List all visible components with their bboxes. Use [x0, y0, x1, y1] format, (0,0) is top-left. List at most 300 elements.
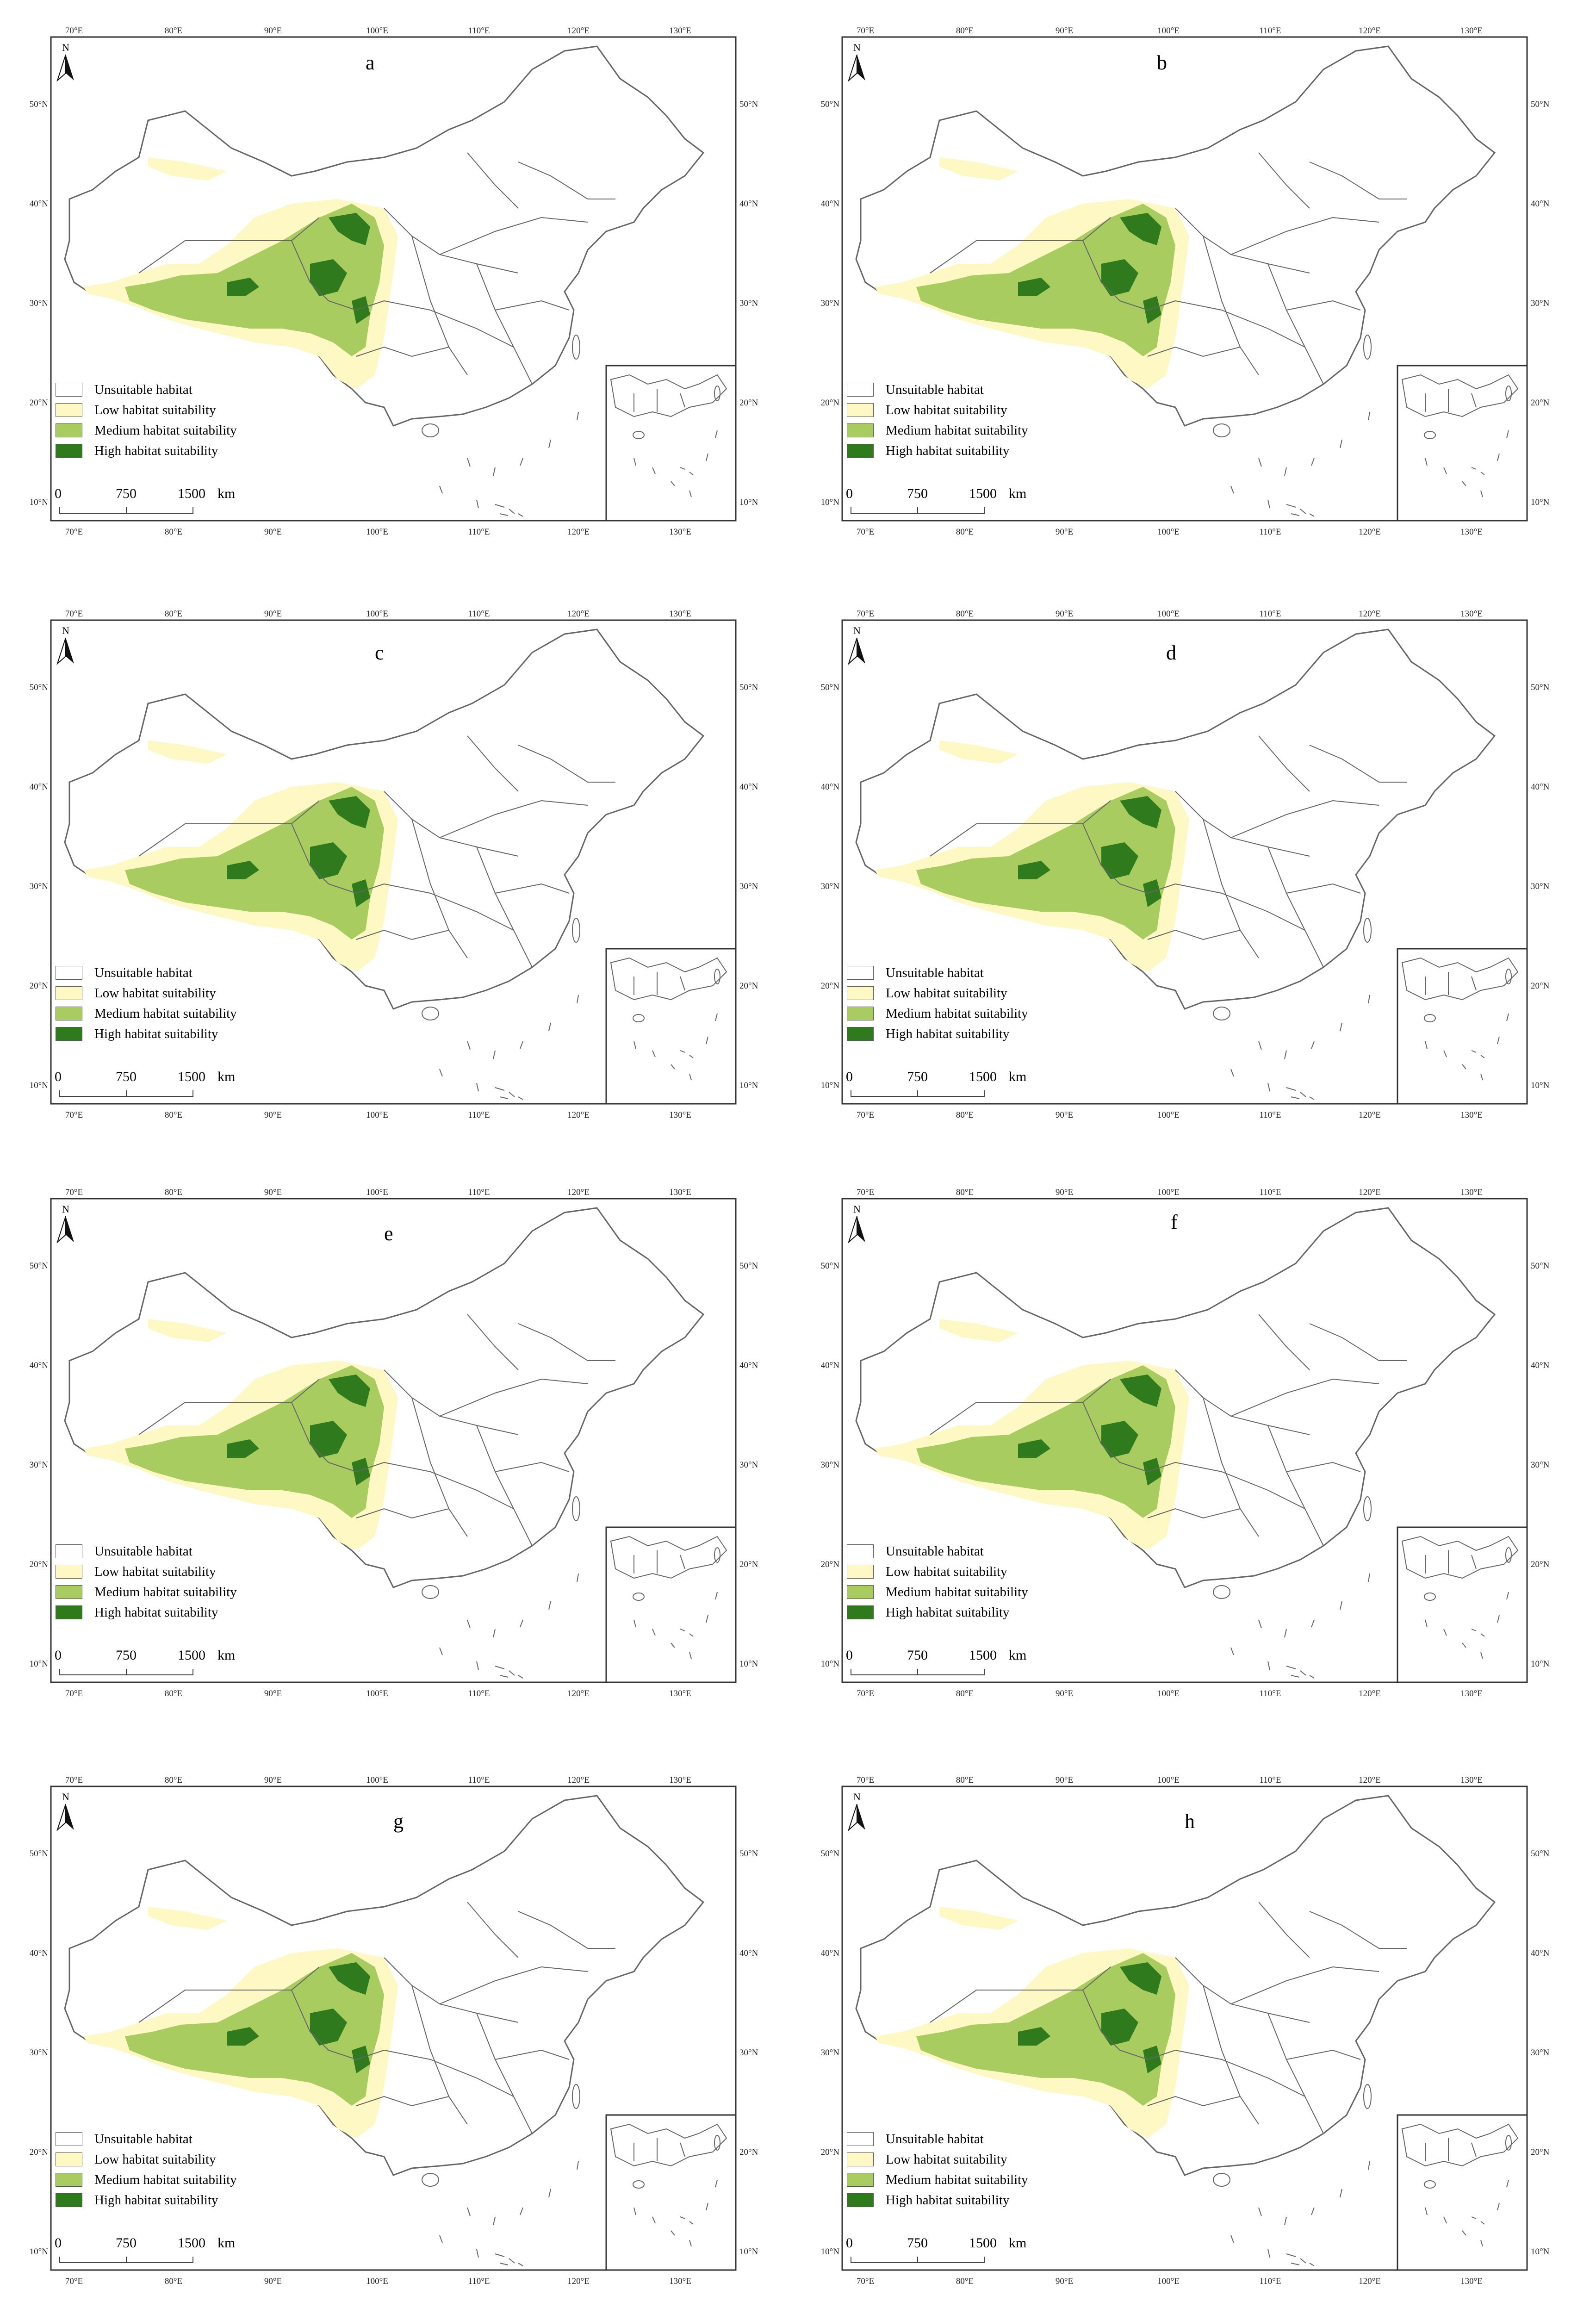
longitude-ticks-bottom: [857, 527, 1483, 537]
legend-swatch: [847, 1544, 874, 1558]
scale-bar: [55, 1648, 236, 1680]
scale-end: 1500: [178, 1648, 205, 1663]
latitude-ticks-left: [821, 1849, 840, 2257]
legend-label: Unsuitable habitat: [94, 965, 193, 980]
latitude-tick: 20°N: [739, 1560, 758, 1569]
latitude-tick: 10°N: [739, 2247, 758, 2257]
longitude-tick: 90°E: [264, 26, 282, 36]
longitude-tick: 120°E: [1359, 1775, 1381, 1785]
longitude-tick: 90°E: [1055, 1110, 1074, 1120]
latitude-tick: 10°N: [739, 1659, 758, 1669]
scale-unit: km: [1009, 2235, 1027, 2251]
latitude-tick: 50°N: [820, 1849, 839, 1859]
latitude-ticks-left: [821, 1261, 840, 1669]
longitude-tick: 70°E: [65, 1110, 83, 1120]
longitude-tick: 90°E: [1055, 1188, 1074, 1197]
map-panel-g: [29, 1773, 791, 2314]
legend-label: Unsuitable habitat: [94, 382, 193, 397]
latitude-tick: 30°N: [29, 299, 48, 308]
north-arrow-icon: [847, 1803, 867, 1831]
north-arrow: [847, 42, 870, 83]
longitude-tick: 90°E: [1055, 1689, 1074, 1698]
latitude-tick: 40°N: [739, 1361, 758, 1370]
scale-unit: km: [1009, 486, 1027, 501]
longitude-tick: 80°E: [956, 609, 974, 619]
latitude-tick: 40°N: [820, 1361, 839, 1370]
latitude-tick: 50°N: [1531, 683, 1550, 692]
north-arrow: [56, 625, 79, 666]
longitude-tick: 100°E: [1157, 609, 1180, 619]
longitude-ticks-top: [857, 609, 1483, 619]
taiwan-island: [1364, 1497, 1371, 1521]
legend-swatch: [847, 2173, 874, 2187]
latitude-tick: 20°N: [1531, 398, 1550, 408]
latitude-ticks-right: [739, 100, 758, 507]
legend-swatch: [56, 1027, 82, 1041]
longitude-ticks-bottom: [65, 1689, 691, 1698]
longitude-tick: 70°E: [65, 527, 83, 537]
legend-swatch: [847, 383, 874, 397]
latitude-tick: 30°N: [820, 2048, 839, 2058]
longitude-tick: 110°E: [468, 609, 490, 619]
longitude-tick: 110°E: [1259, 2277, 1281, 2286]
longitude-ticks-top: [857, 26, 1483, 36]
legend-label: High habitat suitability: [886, 1026, 1010, 1041]
latitude-tick: 10°N: [1531, 2247, 1550, 2257]
latitude-tick: 40°N: [739, 1948, 758, 1958]
longitude-tick: 120°E: [1359, 527, 1381, 537]
latitude-tick: 20°N: [820, 2147, 839, 2157]
scale-mid: 750: [907, 1648, 928, 1663]
latitude-tick: 10°N: [29, 2247, 48, 2257]
legend-swatch: [847, 1565, 874, 1579]
legend-swatch: [56, 444, 82, 458]
legend-item: [847, 1003, 1028, 1024]
longitude-tick: 130°E: [1460, 1110, 1483, 1120]
scale-mid-tick: [126, 2257, 127, 2263]
latitude-tick: 40°N: [820, 782, 839, 792]
legend-swatch: [847, 1585, 874, 1599]
scale-mid: 750: [116, 2235, 137, 2251]
scale-bar: [846, 486, 1027, 518]
latitude-tick: 30°N: [820, 1460, 839, 1470]
legend-label: Low habitat suitability: [886, 1564, 1007, 1579]
north-label: N: [62, 625, 69, 636]
longitude-tick: 80°E: [164, 527, 183, 537]
latitude-ticks-left: [821, 100, 840, 507]
longitude-tick: 90°E: [1055, 1775, 1074, 1785]
latitude-tick: 10°N: [820, 498, 839, 507]
china-map: [29, 1773, 791, 2314]
legend-label: Unsuitable habitat: [886, 965, 984, 980]
latitude-tick: 50°N: [29, 683, 48, 692]
scale-unit: km: [217, 2235, 236, 2251]
north-arrow: [847, 1791, 870, 1833]
legend-swatch: [56, 966, 82, 980]
latitude-tick: 40°N: [739, 199, 758, 209]
latitude-tick: 10°N: [1531, 1081, 1550, 1090]
longitude-tick: 130°E: [669, 1188, 691, 1197]
legend-swatch: [56, 1565, 82, 1579]
longitude-tick: 110°E: [1259, 1110, 1281, 1120]
longitude-tick: 120°E: [1359, 1110, 1381, 1120]
latitude-tick: 20°N: [739, 2147, 758, 2157]
scale-zero: 0: [846, 1069, 853, 1084]
longitude-tick: 130°E: [669, 2277, 691, 2286]
taiwan-island: [572, 918, 580, 942]
latitude-tick: 40°N: [1531, 1948, 1550, 1958]
legend-label: High habitat suitability: [94, 2192, 218, 2208]
legend-label: Unsuitable habitat: [94, 2131, 193, 2146]
legend-swatch: [56, 383, 82, 397]
longitude-tick: 130°E: [1460, 26, 1483, 36]
legend-label: Unsuitable habitat: [94, 1543, 193, 1559]
longitude-tick: 130°E: [1460, 527, 1483, 537]
latitude-tick: 10°N: [820, 2247, 839, 2257]
latitude-tick: 20°N: [29, 2147, 48, 2157]
latitude-tick: 30°N: [29, 882, 48, 891]
scale-mid: 750: [907, 486, 928, 501]
longitude-tick: 110°E: [468, 2277, 490, 2286]
legend-label: Unsuitable habitat: [886, 1543, 984, 1559]
longitude-tick: 80°E: [164, 1188, 183, 1197]
legend-item: [847, 379, 1028, 400]
longitude-tick: 70°E: [65, 26, 83, 36]
south-china-sea-inset: [1397, 366, 1527, 521]
longitude-tick: 130°E: [1460, 2277, 1483, 2286]
scale-zero: 0: [846, 486, 853, 501]
legend-label: Low habitat suitability: [94, 985, 216, 1001]
longitude-tick: 70°E: [65, 1689, 83, 1698]
scale-mid-tick: [917, 507, 918, 514]
scale-zero: 0: [55, 486, 62, 501]
legend-item: [847, 420, 1028, 441]
latitude-tick: 30°N: [1531, 1460, 1550, 1470]
legend-item: [56, 2170, 237, 2190]
longitude-tick: 70°E: [856, 26, 875, 36]
legend-item: [56, 1003, 237, 1024]
latitude-tick: 20°N: [29, 981, 48, 991]
latitude-tick: 40°N: [29, 782, 48, 792]
latitude-ticks-right: [739, 1261, 758, 1669]
longitude-tick: 90°E: [264, 1188, 282, 1197]
longitude-tick: 100°E: [366, 1775, 388, 1785]
latitude-tick: 50°N: [29, 100, 48, 109]
map-legend: [56, 2129, 237, 2210]
latitude-tick: 10°N: [29, 498, 48, 507]
hainan-island: [422, 1007, 439, 1020]
hainan-island: [1213, 1007, 1230, 1020]
longitude-tick: 100°E: [366, 609, 388, 619]
longitude-tick: 130°E: [669, 609, 691, 619]
legend-item: [847, 983, 1028, 1003]
legend-swatch: [847, 2152, 874, 2166]
latitude-tick: 50°N: [739, 100, 758, 109]
map-legend: [56, 1541, 237, 1623]
north-arrow-icon: [56, 1803, 76, 1831]
map-legend: [56, 379, 237, 461]
latitude-ticks-right: [739, 1849, 758, 2257]
legend-label: High habitat suitability: [886, 443, 1010, 458]
longitude-tick: 70°E: [856, 527, 875, 537]
scale-zero: 0: [55, 1648, 62, 1663]
map-legend: [56, 963, 237, 1044]
latitude-tick: 20°N: [820, 1560, 839, 1569]
latitude-tick: 30°N: [1531, 882, 1550, 891]
legend-swatch: [847, 403, 874, 417]
longitude-tick: 90°E: [264, 527, 282, 537]
longitude-ticks-top: [65, 26, 691, 36]
latitude-tick: 40°N: [29, 1948, 48, 1958]
latitude-tick: 20°N: [29, 1560, 48, 1569]
legend-swatch: [847, 986, 874, 1000]
longitude-tick: 90°E: [264, 609, 282, 619]
north-arrow-icon: [56, 54, 76, 81]
north-arrow-icon: [847, 637, 867, 665]
scale-mid: 750: [116, 1648, 137, 1663]
latitude-ticks-left: [30, 683, 49, 1090]
longitude-tick: 80°E: [164, 609, 183, 619]
legend-item: [847, 1561, 1028, 1582]
longitude-tick: 70°E: [65, 1775, 83, 1785]
longitude-tick: 100°E: [1157, 527, 1180, 537]
longitude-tick: 80°E: [956, 1110, 974, 1120]
scale-mid: 750: [907, 2235, 928, 2251]
longitude-tick: 100°E: [366, 1689, 388, 1698]
scale-end: 1500: [969, 1069, 997, 1084]
legend-label: High habitat suitability: [94, 443, 218, 458]
longitude-tick: 130°E: [1460, 1775, 1483, 1785]
scale-end: 1500: [178, 1069, 205, 1084]
longitude-tick: 100°E: [1157, 1188, 1180, 1197]
legend-item: [56, 441, 237, 461]
map-legend: [847, 2129, 1028, 2210]
latitude-tick: 30°N: [820, 882, 839, 891]
scale-bar: [55, 2235, 236, 2268]
longitude-tick: 130°E: [669, 1775, 691, 1785]
longitude-tick: 110°E: [1259, 1689, 1281, 1698]
legend-swatch: [847, 2193, 874, 2207]
legend-label: Low habitat suitability: [886, 985, 1007, 1001]
longitude-tick: 70°E: [65, 1188, 83, 1197]
longitude-tick: 100°E: [1157, 2277, 1180, 2286]
legend-item: [847, 1024, 1028, 1044]
longitude-tick: 90°E: [1055, 26, 1074, 36]
longitude-tick: 90°E: [1055, 609, 1074, 619]
latitude-ticks-left: [30, 100, 49, 507]
latitude-ticks-right: [1531, 1261, 1550, 1669]
taiwan-island: [572, 335, 580, 359]
scale-mid-tick: [126, 1090, 127, 1097]
hainan-island: [1213, 1586, 1230, 1599]
longitude-tick: 110°E: [468, 1188, 490, 1197]
scale-mid-tick: [126, 1669, 127, 1675]
latitude-tick: 30°N: [820, 299, 839, 308]
latitude-tick: 10°N: [29, 1081, 48, 1090]
latitude-tick: 50°N: [739, 683, 758, 692]
longitude-tick: 70°E: [856, 2277, 875, 2286]
longitude-tick: 130°E: [669, 1110, 691, 1120]
longitude-tick: 100°E: [1157, 1110, 1180, 1120]
legend-label: Low habitat suitability: [886, 402, 1007, 417]
longitude-ticks-top: [65, 1775, 691, 1785]
panel-label: a: [366, 51, 375, 74]
scale-end: 1500: [969, 2235, 997, 2251]
legend-swatch: [847, 444, 874, 458]
panel-label: f: [1171, 1211, 1178, 1233]
longitude-tick: 130°E: [669, 26, 691, 36]
scale-bar: [55, 486, 236, 518]
north-arrow: [847, 1203, 870, 1245]
legend-swatch: [847, 966, 874, 980]
latitude-tick: 50°N: [1531, 100, 1550, 109]
longitude-tick: 120°E: [567, 609, 590, 619]
longitude-tick: 80°E: [956, 1775, 974, 1785]
latitude-tick: 10°N: [1531, 498, 1550, 507]
legend-item: [56, 2129, 237, 2149]
scale-mid-tick: [917, 2257, 918, 2263]
hainan-island: [422, 424, 439, 437]
legend-swatch: [56, 1605, 82, 1619]
legend-swatch: [847, 1605, 874, 1619]
longitude-tick: 100°E: [366, 2277, 388, 2286]
legend-item: [847, 2190, 1028, 2210]
latitude-tick: 10°N: [820, 1081, 839, 1090]
north-label: N: [853, 1203, 861, 1215]
legend-item: [56, 2190, 237, 2210]
longitude-tick: 80°E: [164, 1110, 183, 1120]
legend-label: High habitat suitability: [94, 1605, 218, 1620]
legend-label: Unsuitable habitat: [886, 382, 984, 397]
longitude-tick: 80°E: [956, 26, 974, 36]
map-legend: [847, 379, 1028, 461]
legend-item: [56, 963, 237, 983]
scale-unit: km: [217, 486, 236, 501]
longitude-tick: 120°E: [1359, 1689, 1381, 1698]
latitude-tick: 30°N: [739, 2048, 758, 2058]
legend-item: [847, 1602, 1028, 1623]
latitude-tick: 30°N: [739, 299, 758, 308]
longitude-tick: 90°E: [1055, 527, 1074, 537]
latitude-tick: 40°N: [1531, 1361, 1550, 1370]
scale-bar: [846, 1069, 1027, 1101]
legend-swatch: [56, 1544, 82, 1558]
scale-bar: [846, 1648, 1027, 1680]
latitude-tick: 20°N: [1531, 2147, 1550, 2157]
map-legend: [847, 1541, 1028, 1623]
longitude-tick: 120°E: [567, 2277, 590, 2286]
latitude-ticks-left: [30, 1849, 49, 2257]
longitude-ticks-bottom: [65, 527, 691, 537]
south-china-sea-inset: [1397, 1527, 1527, 1682]
longitude-ticks-top: [65, 609, 691, 619]
latitude-tick: 10°N: [820, 1659, 839, 1669]
north-label: N: [62, 42, 69, 53]
longitude-ticks-top: [65, 1188, 691, 1197]
legend-label: Medium habitat suitability: [94, 2172, 237, 2187]
scale-zero: 0: [846, 2235, 853, 2251]
longitude-tick: 90°E: [1055, 2277, 1074, 2286]
legend-label: High habitat suitability: [886, 2192, 1010, 2208]
longitude-tick: 80°E: [164, 1689, 183, 1698]
longitude-tick: 110°E: [468, 527, 490, 537]
legend-item: [56, 420, 237, 441]
longitude-ticks-top: [857, 1775, 1483, 1785]
longitude-tick: 80°E: [956, 1689, 974, 1698]
longitude-tick: 110°E: [468, 1689, 490, 1698]
map-panel-d: [820, 606, 1583, 1152]
longitude-tick: 100°E: [1157, 1689, 1180, 1698]
latitude-tick: 10°N: [29, 1659, 48, 1669]
latitude-tick: 50°N: [820, 1261, 839, 1271]
scale-zero: 0: [55, 1069, 62, 1084]
longitude-tick: 90°E: [264, 2277, 282, 2286]
legend-label: Medium habitat suitability: [886, 2172, 1028, 2187]
scale-zero: 0: [846, 1648, 853, 1663]
scale-unit: km: [217, 1069, 236, 1084]
china-map: [820, 1773, 1583, 2314]
legend-label: High habitat suitability: [94, 1026, 218, 1041]
latitude-ticks-right: [1531, 683, 1550, 1090]
legend-label: Medium habitat suitability: [94, 423, 237, 438]
legend-label: Low habitat suitability: [94, 1564, 216, 1579]
longitude-tick: 110°E: [468, 26, 490, 36]
scale-bar: [846, 2235, 1027, 2268]
north-arrow: [56, 1791, 79, 1833]
latitude-tick: 40°N: [820, 199, 839, 209]
scale-zero: 0: [55, 2235, 62, 2251]
scale-mid-tick: [917, 1090, 918, 1097]
map-panel-b: [820, 23, 1583, 569]
legend-item: [847, 1582, 1028, 1602]
legend-item: [56, 1561, 237, 1582]
longitude-tick: 70°E: [856, 609, 875, 619]
longitude-tick: 120°E: [1359, 1188, 1381, 1197]
legend-item: [56, 1541, 237, 1561]
legend-label: Medium habitat suitability: [886, 423, 1028, 438]
latitude-tick: 50°N: [820, 683, 839, 692]
longitude-tick: 90°E: [264, 1775, 282, 1785]
scale-unit: km: [1009, 1069, 1027, 1084]
legend-item: [847, 441, 1028, 461]
latitude-tick: 50°N: [739, 1261, 758, 1271]
longitude-ticks-bottom: [857, 1110, 1483, 1120]
taiwan-island: [572, 1497, 580, 1521]
scale-bar: [55, 1069, 236, 1101]
legend-swatch: [56, 2132, 82, 2146]
north-arrow-icon: [847, 54, 867, 81]
longitude-tick: 70°E: [856, 1188, 875, 1197]
north-arrow-icon: [56, 1215, 76, 1243]
longitude-tick: 120°E: [567, 1110, 590, 1120]
longitude-tick: 120°E: [567, 527, 590, 537]
latitude-tick: 50°N: [739, 1849, 758, 1859]
south-china-sea-inset: [1397, 949, 1527, 1104]
latitude-tick: 50°N: [820, 100, 839, 109]
longitude-tick: 90°E: [264, 1110, 282, 1120]
map-legend: [847, 963, 1028, 1044]
taiwan-island: [572, 2084, 580, 2109]
legend-swatch: [56, 1007, 82, 1020]
map-panel-e: [29, 1185, 791, 1731]
north-label: N: [62, 1791, 69, 1803]
longitude-tick: 80°E: [164, 1775, 183, 1785]
legend-item: [847, 2149, 1028, 2170]
south-china-sea-inset: [606, 949, 736, 1104]
longitude-tick: 70°E: [65, 609, 83, 619]
map-panel-h: [820, 1773, 1583, 2314]
taiwan-island: [1364, 335, 1371, 359]
